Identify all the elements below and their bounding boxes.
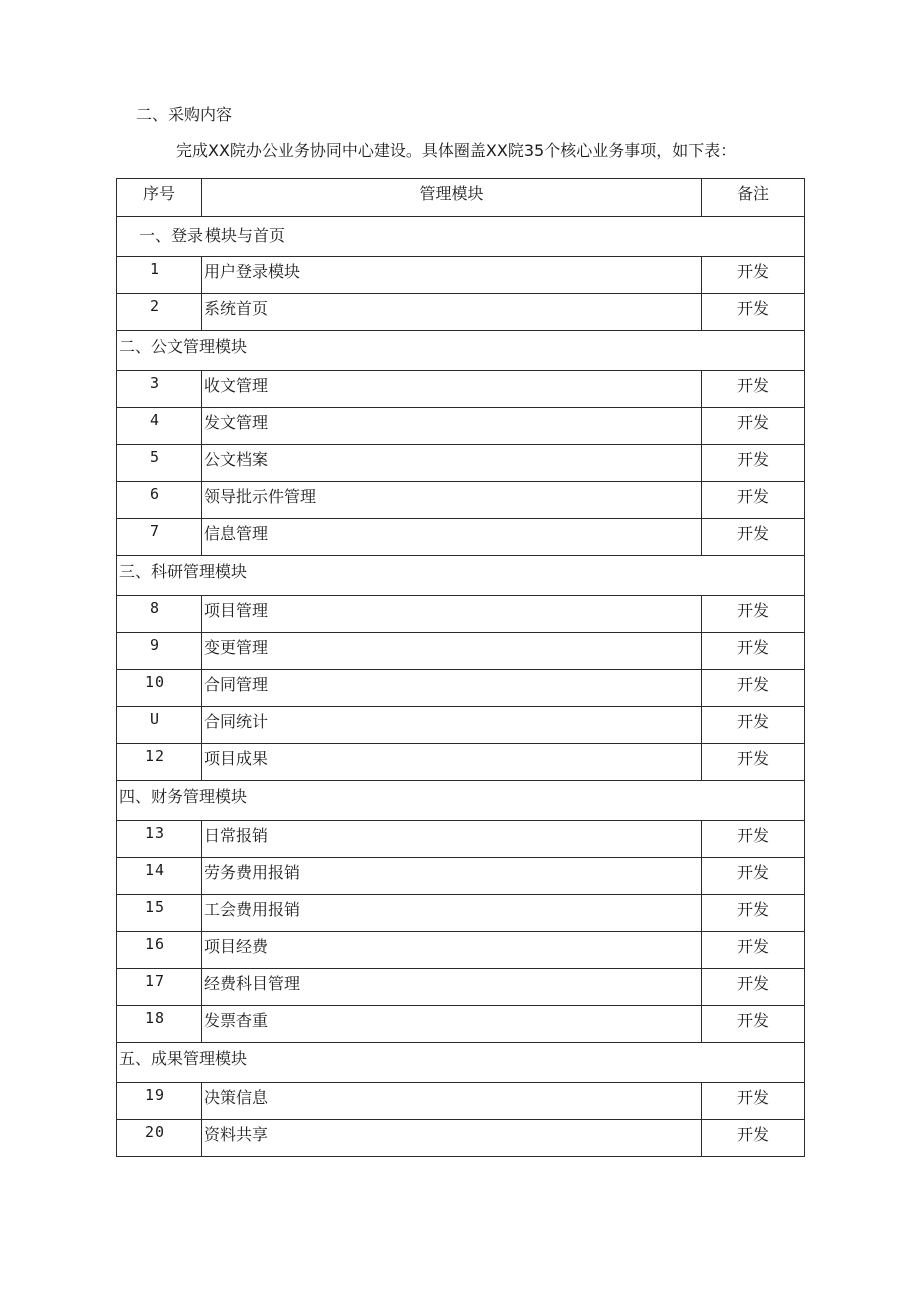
row-module-name: 工会费用报销 — [204, 900, 301, 919]
group-title-cell — [117, 1043, 805, 1083]
group-title: 二、公文管理模块 — [119, 337, 248, 356]
row-note: 开发 — [736, 450, 769, 469]
row-module-name-cell — [202, 969, 702, 1006]
group-row — [117, 556, 805, 596]
row-module-name: 经费科目管理 — [204, 974, 301, 993]
row-note: 开发 — [736, 524, 769, 543]
header-seq-cell — [117, 179, 202, 217]
row-module-name: 用户登录模块 — [204, 262, 301, 281]
row-seq-cell — [117, 895, 202, 932]
row-note: 开发 — [736, 299, 769, 318]
row-note: 开发 — [736, 937, 769, 956]
row-seq: 19 — [144, 1086, 166, 1104]
group-row — [117, 217, 805, 257]
row-seq-cell — [117, 670, 202, 707]
row-seq: 14 — [144, 861, 166, 879]
row-module-name-cell — [202, 744, 702, 781]
row-seq: 1 — [149, 260, 161, 278]
row-seq-cell — [117, 371, 202, 408]
row-note-cell — [702, 744, 805, 781]
table-row — [117, 408, 805, 445]
table-row — [117, 1083, 805, 1120]
row-note: 开发 — [736, 900, 769, 919]
table-row — [117, 1006, 805, 1043]
row-note-cell — [702, 707, 805, 744]
row-note-cell — [702, 596, 805, 633]
row-module-name: 系统首页 — [204, 299, 269, 318]
row-seq: 13 — [144, 824, 166, 842]
row-note: 开发 — [736, 974, 769, 993]
header-note-cell — [702, 179, 805, 217]
group-row — [117, 331, 805, 371]
row-seq-cell — [117, 1006, 202, 1043]
row-seq-cell — [117, 519, 202, 556]
row-note: 开发 — [736, 712, 769, 731]
row-note-cell — [702, 482, 805, 519]
row-module-name-cell — [202, 519, 702, 556]
row-seq-cell — [117, 744, 202, 781]
row-module-name: 公文档案 — [204, 450, 269, 469]
row-module-name-cell — [202, 895, 702, 932]
group-title-cell — [117, 556, 805, 596]
row-seq: U — [149, 710, 161, 728]
table-row — [117, 895, 805, 932]
table-row — [117, 1120, 805, 1157]
row-seq-cell — [117, 257, 202, 294]
group-title — [117, 217, 804, 246]
row-module-name-cell — [202, 707, 702, 744]
table-row — [117, 670, 805, 707]
row-seq-cell — [117, 707, 202, 744]
row-module-name-cell — [202, 257, 702, 294]
row-seq-cell — [117, 821, 202, 858]
row-note-cell — [702, 895, 805, 932]
row-seq: 4 — [149, 411, 161, 429]
row-seq-cell — [117, 858, 202, 895]
row-module-name-cell — [202, 670, 702, 707]
row-module-name: 决策信息 — [204, 1088, 269, 1107]
row-seq-cell — [117, 633, 202, 670]
row-note-cell — [702, 1120, 805, 1157]
row-note: 开发 — [736, 601, 769, 620]
row-module-name-cell — [202, 445, 702, 482]
row-seq: 9 — [149, 636, 161, 654]
group-title-cell — [117, 781, 805, 821]
row-module-name-cell — [202, 932, 702, 969]
row-module-name-cell — [202, 821, 702, 858]
row-note: 开发 — [736, 749, 769, 768]
header-note: 备注 — [736, 184, 769, 203]
section-heading: 二、采购内容 — [136, 105, 233, 124]
row-note: 开发 — [736, 413, 769, 432]
row-seq-cell — [117, 596, 202, 633]
row-seq-cell — [117, 969, 202, 1006]
row-note-cell — [702, 445, 805, 482]
table-row — [117, 858, 805, 895]
table-row — [117, 932, 805, 969]
row-note-cell — [702, 1006, 805, 1043]
table-row — [117, 294, 805, 331]
row-note: 开发 — [736, 675, 769, 694]
group-row — [117, 781, 805, 821]
row-module-name: 变更管理 — [204, 638, 269, 657]
table-header-row — [117, 179, 805, 217]
intro-paragraph: 完成XX院办公业务协同中心建设。具体圈盖XX院35个核心业务事项，如下表： — [176, 141, 737, 160]
table-row — [117, 633, 805, 670]
row-note-cell — [702, 633, 805, 670]
table-row — [117, 482, 805, 519]
row-note: 开发 — [736, 376, 769, 395]
row-module-name: 合同管理 — [204, 675, 269, 694]
header-seq: 序号 — [142, 184, 175, 203]
header-module-cell — [202, 179, 702, 217]
row-note: 开发 — [736, 863, 769, 882]
row-seq: 12 — [144, 747, 166, 765]
row-seq: 15 — [144, 898, 166, 916]
row-module-name-cell — [202, 858, 702, 895]
row-seq: 10 — [144, 673, 166, 691]
row-module-name: 领导批示件管理 — [204, 487, 317, 506]
row-seq: 2 — [149, 297, 161, 315]
row-note: 开发 — [736, 487, 769, 506]
row-seq-cell — [117, 408, 202, 445]
table-row — [117, 821, 805, 858]
row-module-name-cell — [202, 294, 702, 331]
row-seq-cell — [117, 445, 202, 482]
row-note: 开发 — [736, 262, 769, 281]
row-seq-cell — [117, 1120, 202, 1157]
group-title-cell — [117, 331, 805, 371]
row-module-name-cell — [202, 1006, 702, 1043]
row-note-cell — [702, 408, 805, 445]
group-title-module-part: 模块与首页 — [205, 226, 286, 245]
row-seq: 20 — [144, 1123, 166, 1141]
table-row — [117, 596, 805, 633]
row-seq: 7 — [149, 522, 161, 540]
table-row — [117, 744, 805, 781]
row-seq: 5 — [149, 448, 161, 466]
row-note-cell — [702, 932, 805, 969]
row-note: 开发 — [736, 1011, 769, 1030]
row-module-name: 发文管理 — [204, 413, 269, 432]
module-table — [116, 178, 805, 1157]
table-row — [117, 257, 805, 294]
row-module-name: 信息管理 — [204, 524, 269, 543]
row-module-name-cell — [202, 633, 702, 670]
row-seq: 3 — [149, 374, 161, 392]
row-note-cell — [702, 821, 805, 858]
group-title-seq-part: 一、登录 — [138, 226, 203, 245]
group-row — [117, 1043, 805, 1083]
group-title: 四、财务管理模块 — [119, 787, 248, 806]
row-module-name: 项目经费 — [204, 937, 269, 956]
table-row — [117, 445, 805, 482]
header-module: 管理模块 — [419, 184, 484, 203]
row-note-cell — [702, 294, 805, 331]
row-note-cell — [702, 1083, 805, 1120]
row-seq: 8 — [149, 599, 161, 617]
row-note: 开发 — [736, 638, 769, 657]
row-module-name-cell — [202, 596, 702, 633]
row-module-name: 日常报销 — [204, 826, 269, 845]
row-seq: 17 — [144, 972, 166, 990]
row-module-name: 收文管理 — [204, 376, 269, 395]
row-seq-cell — [117, 294, 202, 331]
row-note-cell — [702, 257, 805, 294]
table-row — [117, 519, 805, 556]
table-body — [117, 179, 805, 1157]
row-note-cell — [702, 371, 805, 408]
table-row — [117, 707, 805, 744]
group-title-cell — [117, 217, 805, 257]
row-note: 开发 — [736, 826, 769, 845]
row-module-name: 项目管理 — [204, 601, 269, 620]
row-module-name: 发票杳重 — [204, 1011, 269, 1030]
row-seq-cell — [117, 932, 202, 969]
row-module-name: 劳务费用报销 — [204, 863, 301, 882]
row-note-cell — [702, 519, 805, 556]
row-seq: 6 — [149, 485, 161, 503]
row-module-name-cell — [202, 408, 702, 445]
row-note-cell — [702, 969, 805, 1006]
row-seq: 16 — [144, 935, 166, 953]
group-title: 五、成果管理模块 — [119, 1049, 248, 1068]
row-module-name-cell — [202, 371, 702, 408]
row-module-name: 项目成果 — [204, 749, 269, 768]
row-note: 开发 — [736, 1125, 769, 1144]
row-seq: 18 — [144, 1009, 166, 1027]
row-module-name: 合同统计 — [204, 712, 269, 731]
group-title: 三、科研管理模块 — [119, 562, 248, 581]
row-seq-cell — [117, 482, 202, 519]
row-module-name-cell — [202, 1083, 702, 1120]
row-note-cell — [702, 670, 805, 707]
table-row — [117, 969, 805, 1006]
row-module-name-cell — [202, 1120, 702, 1157]
row-module-name-cell — [202, 482, 702, 519]
row-note-cell — [702, 858, 805, 895]
row-seq-cell — [117, 1083, 202, 1120]
row-note: 开发 — [736, 1088, 769, 1107]
row-module-name: 资料共享 — [204, 1125, 269, 1144]
table-row — [117, 371, 805, 408]
